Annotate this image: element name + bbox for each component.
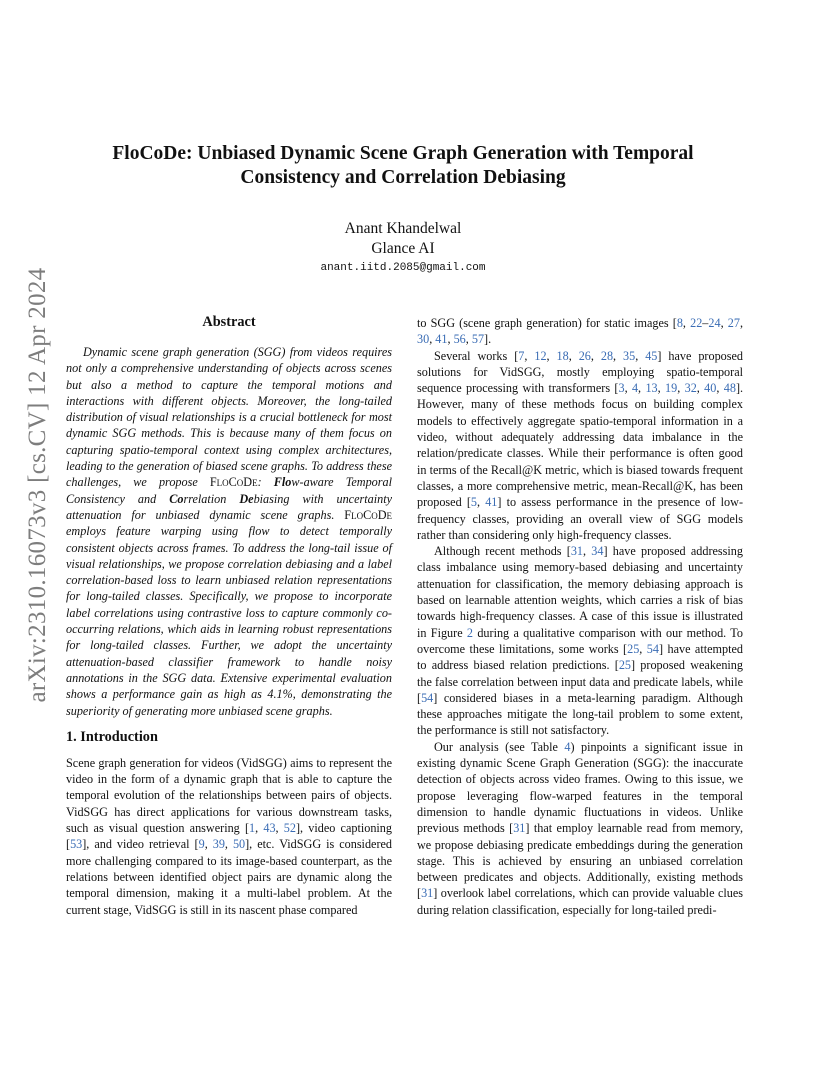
body-text: ] overlook label correlations, which can provide valuable clues during relation classification, especially for long-tailed predi- <box>417 886 743 917</box>
method-name: FloCoDe <box>209 475 258 490</box>
citation-link[interactable]: 35 <box>623 348 636 363</box>
citation-link[interactable]: 57 <box>471 332 485 347</box>
abstract-text: rrelation <box>183 491 240 506</box>
citation-link[interactable]: 41 <box>485 495 498 510</box>
author-affiliation: Glance AI <box>371 240 435 257</box>
citation-link[interactable]: 31 <box>570 544 584 559</box>
citation-link[interactable]: 25 <box>618 658 631 673</box>
title-line-2: Consistency and Correlation Debiasing <box>240 167 566 188</box>
body-text: to SGG (scene graph generation) for static images [ <box>417 316 677 330</box>
citation-link[interactable]: 27 <box>727 316 740 330</box>
citation-link[interactable]: 30 <box>417 332 430 347</box>
body-text: ] have proposed solutions for VidSGG, mostly employing spatio-temporal sequence processing with transformers [ <box>417 348 744 396</box>
citation-link[interactable]: 2 <box>466 625 474 640</box>
abstract-text: Dynamic scene graph generation (SGG) from videos requires not only a comprehensive understanding of objects across scenes but also a method to capture the temporal motions and interactions with different objects. Moreover, the long-tailed distribution of visual relationships is a crucial bottleneck for most dynamic SGG methods. This is because many of them focus on capturing spatio-temporal context using complex architectures, leading to the generation of biased scene graphs. To address these challenges, we propose <box>66 345 392 490</box>
body-text: ] have proposed addressing class imbalance using memory-based debiasing and uncertainty attenuation for classification, the memory debiasing approach is based on learnable attention weights, which carries a risk of bias towards high-frequency classes. A case of this issue is illustrated in Figure <box>417 544 743 640</box>
citation-link[interactable]: 54 <box>421 690 434 705</box>
citation-link[interactable]: 13 <box>645 381 658 396</box>
body-text: , <box>720 316 728 330</box>
body-text: , <box>635 348 646 363</box>
acronym-co: Co <box>169 491 184 506</box>
body-text: , <box>447 332 454 347</box>
citation-link[interactable]: 40 <box>704 381 717 396</box>
citation-link[interactable]: 9 <box>198 837 205 852</box>
intro-paragraph-continued <box>417 315 743 348</box>
body-text: ] that employ learnable read from memory, we propose debiasing predicate embeddings during the generation stage. This is achieved by ensuring an unbiased correlation between predicates and objects. Additionally, existing methods [ <box>417 821 743 901</box>
body-text: , <box>739 316 743 330</box>
body-text: , <box>716 381 724 396</box>
right-column <box>417 315 743 918</box>
citation-link[interactable]: 12 <box>534 348 547 363</box>
body-text: , <box>583 544 592 559</box>
body-text: , <box>638 381 646 396</box>
citation-link[interactable]: 41 <box>435 332 448 347</box>
author-email[interactable]: anant.iitd.2085@gmail.com <box>320 262 486 274</box>
body-text: , <box>224 837 233 852</box>
citation-link[interactable]: 4 <box>631 381 639 396</box>
citation-link[interactable]: 25 <box>627 641 640 656</box>
body-text: , <box>657 381 666 396</box>
body-text: ] have attempted to address biased relation predictions. [ <box>417 641 743 673</box>
intro-paragraph <box>66 755 392 918</box>
body-text: , <box>465 332 472 347</box>
citation-link[interactable]: 50 <box>232 837 246 852</box>
citation-link[interactable]: 45 <box>645 348 658 363</box>
method-name: FloCoDe <box>344 507 392 522</box>
citation-link[interactable]: 4 <box>564 739 571 754</box>
body-text: ]. However, many of these methods focus on building complex models to effectively aggregate spatio-temporal information in a video, without adequately addressing data imbalance in the relation/predicate classes. While their performance is often good in terms of the Recall@K metric, which is biased towards frequent classes, a more comprehensive metric, mean-Recall@K, has been proposed [ <box>417 381 744 510</box>
body-text: , <box>682 316 691 330</box>
body-text: ) pinpoints a significant issue in existing dynamic Scene Graph Generation (SGG): the inaccurate detection of objects across video frames. Owing to this issue, we propose leveraging flow-warped features in the temporal dimension to handle dynamic fluctuations in videos. Unlike previous methods [ <box>417 739 743 836</box>
paper-title <box>90 142 716 190</box>
body-text: , <box>477 495 486 510</box>
citation-link[interactable]: 24 <box>708 316 721 330</box>
author-name: Anant Khandelwal <box>344 220 462 237</box>
left-column <box>66 312 392 918</box>
body-text: ] to assess performance in the presence of low-frequency classes, providing an overall view of SGG models rather than considering only high-frequency classes. <box>417 495 744 542</box>
body-text: , <box>639 641 647 656</box>
citation-link[interactable]: 52 <box>283 821 296 836</box>
citation-link[interactable]: 22 <box>690 316 703 330</box>
body-text: , <box>546 348 557 363</box>
body-text: Our analysis (see Table <box>434 739 565 754</box>
body-text: ], etc. VidSGG is considered more challenging compared to its image-based counterpart, as the relations between identified object pairs are dynamic along the temporal dimension, making it a multi-label problem. At the current stage, VidSGG is still in its nascent phase compared <box>66 837 393 917</box>
citation-link[interactable]: 34 <box>591 544 604 559</box>
body-text: ], video captioning [ <box>66 821 392 852</box>
citation-link[interactable]: 28 <box>600 348 614 363</box>
body-text: , <box>568 348 579 363</box>
citation-link[interactable]: 53 <box>70 837 83 852</box>
body-text: ] considered biases in a meta-learning paradigm. Although these approaches mitigate the long-tail problem to some extent, the performance is still not satisfactory. <box>417 690 743 738</box>
citation-link[interactable]: 54 <box>646 641 659 656</box>
intro-paragraph <box>417 543 743 739</box>
acronym-flo: Flo <box>273 475 292 490</box>
abstract-text: employs feature warping using flow to detect temporally consistent objects across frames. To address the long-tail issue of visual relationships, we propose correlation debiasing and a label correlation-based loss to learn unbiased relation representations for long-tailed classes. Specifically, we propose to incorporate label correlations using contrastive loss to capture commonly co-occurring relations, which aids in learning robust representations for long-tailed classes. Further, we adopt the uncertainty attenuation-based classifier framework to handle noisy annotations in the SGG data. Extensive experimental evaluation shows a performance gain as high as 4.1%, demonstrating the superiority of generating more unbiased scene graphs. <box>66 524 392 718</box>
citation-link[interactable]: 43 <box>263 821 276 836</box>
body-text: , <box>524 348 535 363</box>
body-text: – <box>702 316 709 330</box>
body-text: , <box>204 837 213 852</box>
body-text: , <box>275 821 284 836</box>
section-heading-introduction: 1. Introduction <box>66 728 158 745</box>
citation-link[interactable]: 56 <box>453 332 466 347</box>
intro-paragraph <box>417 348 743 544</box>
acronym-de: De <box>239 491 254 506</box>
citation-link[interactable]: 18 <box>556 348 569 363</box>
body-text: , <box>613 348 624 363</box>
title-line-1: FloCoDe: Unbiased Dynamic Scene Graph Generation with Temporal <box>112 143 694 164</box>
citation-link[interactable]: 32 <box>684 381 697 396</box>
body-text: during a qualitative comparison with our method. To overcome these limitations, some works [ <box>417 625 743 656</box>
body-text: , <box>590 348 601 363</box>
citation-link[interactable]: 26 <box>578 348 591 363</box>
abstract-text: w-aware Temporal Consistency and <box>66 475 392 506</box>
abstract-text: biasing with uncertainty attenuation for unbiased dynamic scene graphs. <box>66 491 392 522</box>
intro-paragraph <box>417 739 743 918</box>
citation-link[interactable]: 19 <box>665 381 678 396</box>
citation-link[interactable]: 31 <box>421 886 434 901</box>
abstract-body <box>66 344 392 719</box>
citation-link[interactable]: 8 <box>676 316 683 330</box>
citation-link[interactable]: 1 <box>249 821 256 836</box>
citation-link[interactable]: 31 <box>513 821 526 836</box>
abstract-heading: Abstract <box>202 314 256 330</box>
body-text: Several works [ <box>434 348 519 363</box>
body-text: , <box>429 332 436 347</box>
citation-link[interactable]: 39 <box>212 837 225 852</box>
arxiv-identifier: arXiv:2310.16073v3 [cs.CV] 12 Apr 2024 <box>24 267 51 703</box>
body-text: , <box>255 821 264 836</box>
citation-link[interactable]: 7 <box>518 348 525 363</box>
citation-link[interactable]: 3 <box>618 381 625 396</box>
body-text: ], and video retrieval [ <box>82 837 199 852</box>
body-text: Although recent methods [ <box>434 544 571 559</box>
arxiv-sidebar-stamp <box>18 267 58 703</box>
abstract-text: : <box>257 475 274 490</box>
citation-link[interactable]: 5 <box>470 495 477 510</box>
body-text: , <box>677 381 685 396</box>
citation-link[interactable]: 48 <box>723 381 736 396</box>
body-text: , <box>624 381 632 396</box>
body-text: ] proposed weakening the false correlation between input data and predicate labels, while [ <box>417 658 743 705</box>
body-text: , <box>696 381 705 396</box>
body-text: ]. <box>484 332 492 347</box>
body-text: Scene graph generation for videos (VidSGG) aims to represent the video in the form of a dynamic graph that is able to capture the temporal evolution of the relationships between pairs of objects. VidSGG has direct applications for various downstream tasks, such as visual question answering [ <box>66 755 392 836</box>
